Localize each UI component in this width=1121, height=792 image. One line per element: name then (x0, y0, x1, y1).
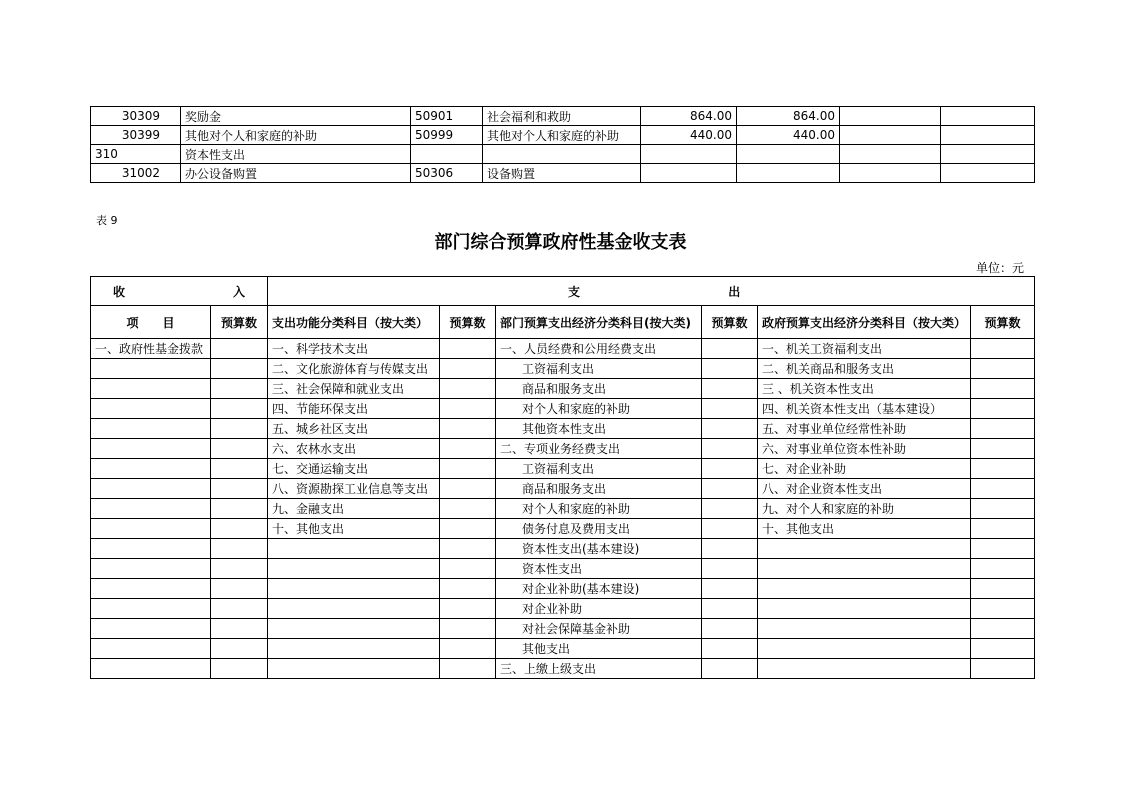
gov-economic-category-cell (758, 619, 971, 639)
income-item-cell (91, 399, 211, 419)
income-budget-cell (211, 619, 268, 639)
income-budget-cell (211, 419, 268, 439)
col-header-budget: 预算数 (702, 306, 758, 339)
dept-economic-category-cell: 其他资本性支出 (496, 419, 702, 439)
table-row (91, 145, 1035, 164)
gov-economic-category-cell: 九、对个人和家庭的补助 (758, 499, 971, 519)
item-name-cell: 奖励金 (181, 107, 411, 126)
gov-economic-category-cell: 六、对事业单位资本性补助 (758, 439, 971, 459)
gov-budget-cell (971, 659, 1035, 679)
function-budget-cell (440, 339, 496, 359)
gov-budget-cell (971, 559, 1035, 579)
col-header-dept-economic-category: 部门预算支出经济分类科目(按大类) (496, 306, 702, 339)
dept-budget-cell (702, 579, 758, 599)
col-header-function-category: 支出功能分类科目（按大类） (268, 306, 440, 339)
function-category-cell: 三、社会保障和就业支出 (268, 379, 440, 399)
expense-header (268, 277, 1035, 306)
amount-cell (737, 145, 840, 164)
dept-budget-cell (702, 539, 758, 559)
dept-economic-category-cell: 对个人和家庭的补助 (496, 499, 702, 519)
income-budget-cell (211, 639, 268, 659)
function-budget-cell (440, 459, 496, 479)
income-budget-cell (211, 559, 268, 579)
income-item-cell (91, 619, 211, 639)
dept-budget-cell (702, 639, 758, 659)
table-row (91, 107, 1035, 126)
function-category-cell (268, 619, 440, 639)
econ-code-cell: 50901 (411, 107, 483, 126)
item-code-cell: 30309 (91, 107, 181, 126)
income-item-cell (91, 659, 211, 679)
dept-economic-category-cell: 一、人员经费和公用经费支出 (496, 339, 702, 359)
table-row (91, 439, 1035, 459)
table-row (91, 379, 1035, 399)
table-row (91, 359, 1035, 379)
dept-economic-category-cell: 对个人和家庭的补助 (496, 399, 702, 419)
dept-economic-category-cell: 对企业补助(基本建设) (496, 579, 702, 599)
gov-budget-cell (971, 579, 1035, 599)
function-category-cell (268, 599, 440, 619)
function-category-cell: 八、资源勘探工业信息等支出 (268, 479, 440, 499)
col-header-item: 项 目 (91, 306, 211, 339)
dept-budget-cell (702, 379, 758, 399)
dept-economic-category-cell: 二、专项业务经费支出 (496, 439, 702, 459)
section-header-row (91, 277, 1035, 306)
function-budget-cell (440, 659, 496, 679)
function-category-cell (268, 659, 440, 679)
dept-budget-cell (702, 479, 758, 499)
gov-budget-cell (971, 619, 1035, 639)
income-item-cell (91, 439, 211, 459)
gov-economic-category-cell (758, 659, 971, 679)
function-budget-cell (440, 379, 496, 399)
function-budget-cell (440, 439, 496, 459)
income-item-cell (91, 599, 211, 619)
table-row (91, 164, 1035, 183)
income-budget-cell (211, 399, 268, 419)
gov-economic-category-cell (758, 579, 971, 599)
item-code-cell: 310 (91, 145, 181, 164)
dept-budget-cell (702, 559, 758, 579)
table-row (91, 499, 1035, 519)
gov-budget-cell (971, 359, 1035, 379)
dept-budget-cell (702, 439, 758, 459)
amount-cell (941, 126, 1035, 145)
income-budget-cell (211, 379, 268, 399)
income-header-right: 入 (232, 284, 245, 299)
table-row (91, 479, 1035, 499)
income-budget-cell (211, 479, 268, 499)
table-row (91, 539, 1035, 559)
econ-code-cell (411, 145, 483, 164)
gov-budget-cell (971, 519, 1035, 539)
table-row (91, 399, 1035, 419)
page-title: 部门综合预算政府性基金收支表 (434, 232, 687, 253)
income-budget-cell (211, 579, 268, 599)
gov-budget-cell (971, 399, 1035, 419)
econ-code-cell: 50999 (411, 126, 483, 145)
function-budget-cell (440, 619, 496, 639)
income-item-cell (91, 419, 211, 439)
income-budget-cell (211, 359, 268, 379)
item-name-cell: 资本性支出 (181, 145, 411, 164)
amount-cell (840, 107, 941, 126)
income-budget-cell (211, 459, 268, 479)
gov-economic-category-cell: 三 、机关资本性支出 (758, 379, 971, 399)
dept-economic-category-cell: 对社会保障基金补助 (496, 619, 702, 639)
income-item-cell: 一、政府性基金拨款 (91, 339, 211, 359)
gov-budget-cell (971, 339, 1035, 359)
col-header-budget: 预算数 (440, 306, 496, 339)
function-budget-cell (440, 639, 496, 659)
gov-economic-category-cell (758, 559, 971, 579)
income-budget-cell (211, 599, 268, 619)
table-row (91, 579, 1035, 599)
item-code-cell: 30399 (91, 126, 181, 145)
econ-name-cell: 社会福利和救助 (483, 107, 641, 126)
function-category-cell (268, 539, 440, 559)
continued-budget-table (90, 106, 1035, 183)
income-item-cell (91, 519, 211, 539)
econ-name-cell (483, 145, 641, 164)
income-item-cell (91, 459, 211, 479)
econ-name-cell: 其他对个人和家庭的补助 (483, 126, 641, 145)
function-budget-cell (440, 499, 496, 519)
function-category-cell: 十、其他支出 (268, 519, 440, 539)
econ-code-cell: 50306 (411, 164, 483, 183)
function-category-cell: 二、文化旅游体育与传媒支出 (268, 359, 440, 379)
table-row (91, 639, 1035, 659)
function-category-cell: 四、节能环保支出 (268, 399, 440, 419)
income-item-cell (91, 579, 211, 599)
function-budget-cell (440, 419, 496, 439)
income-header (91, 277, 268, 306)
gov-budget-cell (971, 479, 1035, 499)
dept-economic-category-cell: 商品和服务支出 (496, 479, 702, 499)
table-row (91, 419, 1035, 439)
income-item-cell (91, 479, 211, 499)
function-category-cell: 九、金融支出 (268, 499, 440, 519)
dept-budget-cell (702, 619, 758, 639)
dept-economic-category-cell: 商品和服务支出 (496, 379, 702, 399)
gov-fund-income-expense-table (90, 276, 1035, 679)
function-budget-cell (440, 399, 496, 419)
amount-cell: 864.00 (737, 107, 840, 126)
income-budget-cell (211, 499, 268, 519)
amount-cell: 864.00 (641, 107, 737, 126)
gov-economic-category-cell: 五、对事业单位经常性补助 (758, 419, 971, 439)
unit-label: 单位：元 (976, 261, 1025, 275)
income-item-cell (91, 539, 211, 559)
function-category-cell: 五、城乡社区支出 (268, 419, 440, 439)
function-category-cell (268, 559, 440, 579)
function-budget-cell (440, 359, 496, 379)
expense-header-right: 出 (728, 284, 741, 299)
function-budget-cell (440, 579, 496, 599)
gov-economic-category-cell: 二、机关商品和服务支出 (758, 359, 971, 379)
dept-budget-cell (702, 419, 758, 439)
column-header-row (91, 306, 1035, 339)
gov-budget-cell (971, 539, 1035, 559)
gov-economic-category-cell: 十、其他支出 (758, 519, 971, 539)
dept-economic-category-cell: 工资福利支出 (496, 459, 702, 479)
function-category-cell: 一、科学技术支出 (268, 339, 440, 359)
gov-budget-cell (971, 439, 1035, 459)
gov-economic-category-cell (758, 599, 971, 619)
amount-cell (737, 164, 840, 183)
gov-economic-category-cell: 四、机关资本性支出（基本建设） (758, 399, 971, 419)
income-header-left: 收 (113, 284, 126, 299)
table-row (91, 339, 1035, 359)
amount-cell (941, 145, 1035, 164)
dept-budget-cell (702, 519, 758, 539)
col-header-gov-economic-category: 政府预算支出经济分类科目（按大类） (758, 306, 971, 339)
amount-cell: 440.00 (737, 126, 840, 145)
expense-header-left: 支 (568, 284, 581, 299)
dept-budget-cell (702, 599, 758, 619)
function-budget-cell (440, 559, 496, 579)
dept-budget-cell (702, 499, 758, 519)
gov-budget-cell (971, 639, 1035, 659)
dept-economic-category-cell: 三、上缴上级支出 (496, 659, 702, 679)
dept-budget-cell (702, 659, 758, 679)
amount-cell: 440.00 (641, 126, 737, 145)
gov-economic-category-cell: 七、对企业补助 (758, 459, 971, 479)
dept-economic-category-cell: 资本性支出 (496, 559, 702, 579)
gov-budget-cell (971, 459, 1035, 479)
income-item-cell (91, 359, 211, 379)
dept-budget-cell (702, 359, 758, 379)
gov-economic-category-cell: 八、对企业资本性支出 (758, 479, 971, 499)
dept-budget-cell (702, 339, 758, 359)
gov-budget-cell (971, 499, 1035, 519)
table-row (91, 559, 1035, 579)
dept-economic-category-cell: 资本性支出(基本建设) (496, 539, 702, 559)
income-item-cell (91, 379, 211, 399)
function-category-cell (268, 639, 440, 659)
income-budget-cell (211, 439, 268, 459)
item-code-cell: 31002 (91, 164, 181, 183)
function-category-cell: 七、交通运输支出 (268, 459, 440, 479)
income-budget-cell (211, 659, 268, 679)
function-category-cell (268, 579, 440, 599)
amount-cell (840, 126, 941, 145)
income-item-cell (91, 499, 211, 519)
gov-economic-category-cell: 一、机关工资福利支出 (758, 339, 971, 359)
dept-economic-category-cell: 工资福利支出 (496, 359, 702, 379)
function-budget-cell (440, 479, 496, 499)
col-header-budget: 预算数 (211, 306, 268, 339)
dept-budget-cell (702, 399, 758, 419)
dept-budget-cell (702, 459, 758, 479)
function-budget-cell (440, 599, 496, 619)
amount-cell (840, 145, 941, 164)
col-header-budget: 预算数 (971, 306, 1035, 339)
dept-economic-category-cell: 债务付息及费用支出 (496, 519, 702, 539)
table-row (91, 126, 1035, 145)
item-name-cell: 办公设备购置 (181, 164, 411, 183)
function-budget-cell (440, 539, 496, 559)
amount-cell (941, 164, 1035, 183)
dept-economic-category-cell: 其他支出 (496, 639, 702, 659)
table-row (91, 599, 1035, 619)
function-budget-cell (440, 519, 496, 539)
table-row (91, 519, 1035, 539)
table-row (91, 459, 1035, 479)
table-row (91, 619, 1035, 639)
dept-economic-category-cell: 对企业补助 (496, 599, 702, 619)
gov-budget-cell (971, 419, 1035, 439)
item-name-cell: 其他对个人和家庭的补助 (181, 126, 411, 145)
amount-cell (941, 107, 1035, 126)
income-item-cell (91, 639, 211, 659)
gov-budget-cell (971, 379, 1035, 399)
gov-budget-cell (971, 599, 1035, 619)
function-category-cell: 六、农林水支出 (268, 439, 440, 459)
amount-cell (641, 164, 737, 183)
amount-cell (641, 145, 737, 164)
table-row (91, 659, 1035, 679)
gov-economic-category-cell (758, 639, 971, 659)
gov-economic-category-cell (758, 539, 971, 559)
table-number-label: 表 9 (96, 214, 118, 227)
income-item-cell (91, 559, 211, 579)
amount-cell (840, 164, 941, 183)
income-budget-cell (211, 539, 268, 559)
income-budget-cell (211, 339, 268, 359)
income-budget-cell (211, 519, 268, 539)
econ-name-cell: 设备购置 (483, 164, 641, 183)
